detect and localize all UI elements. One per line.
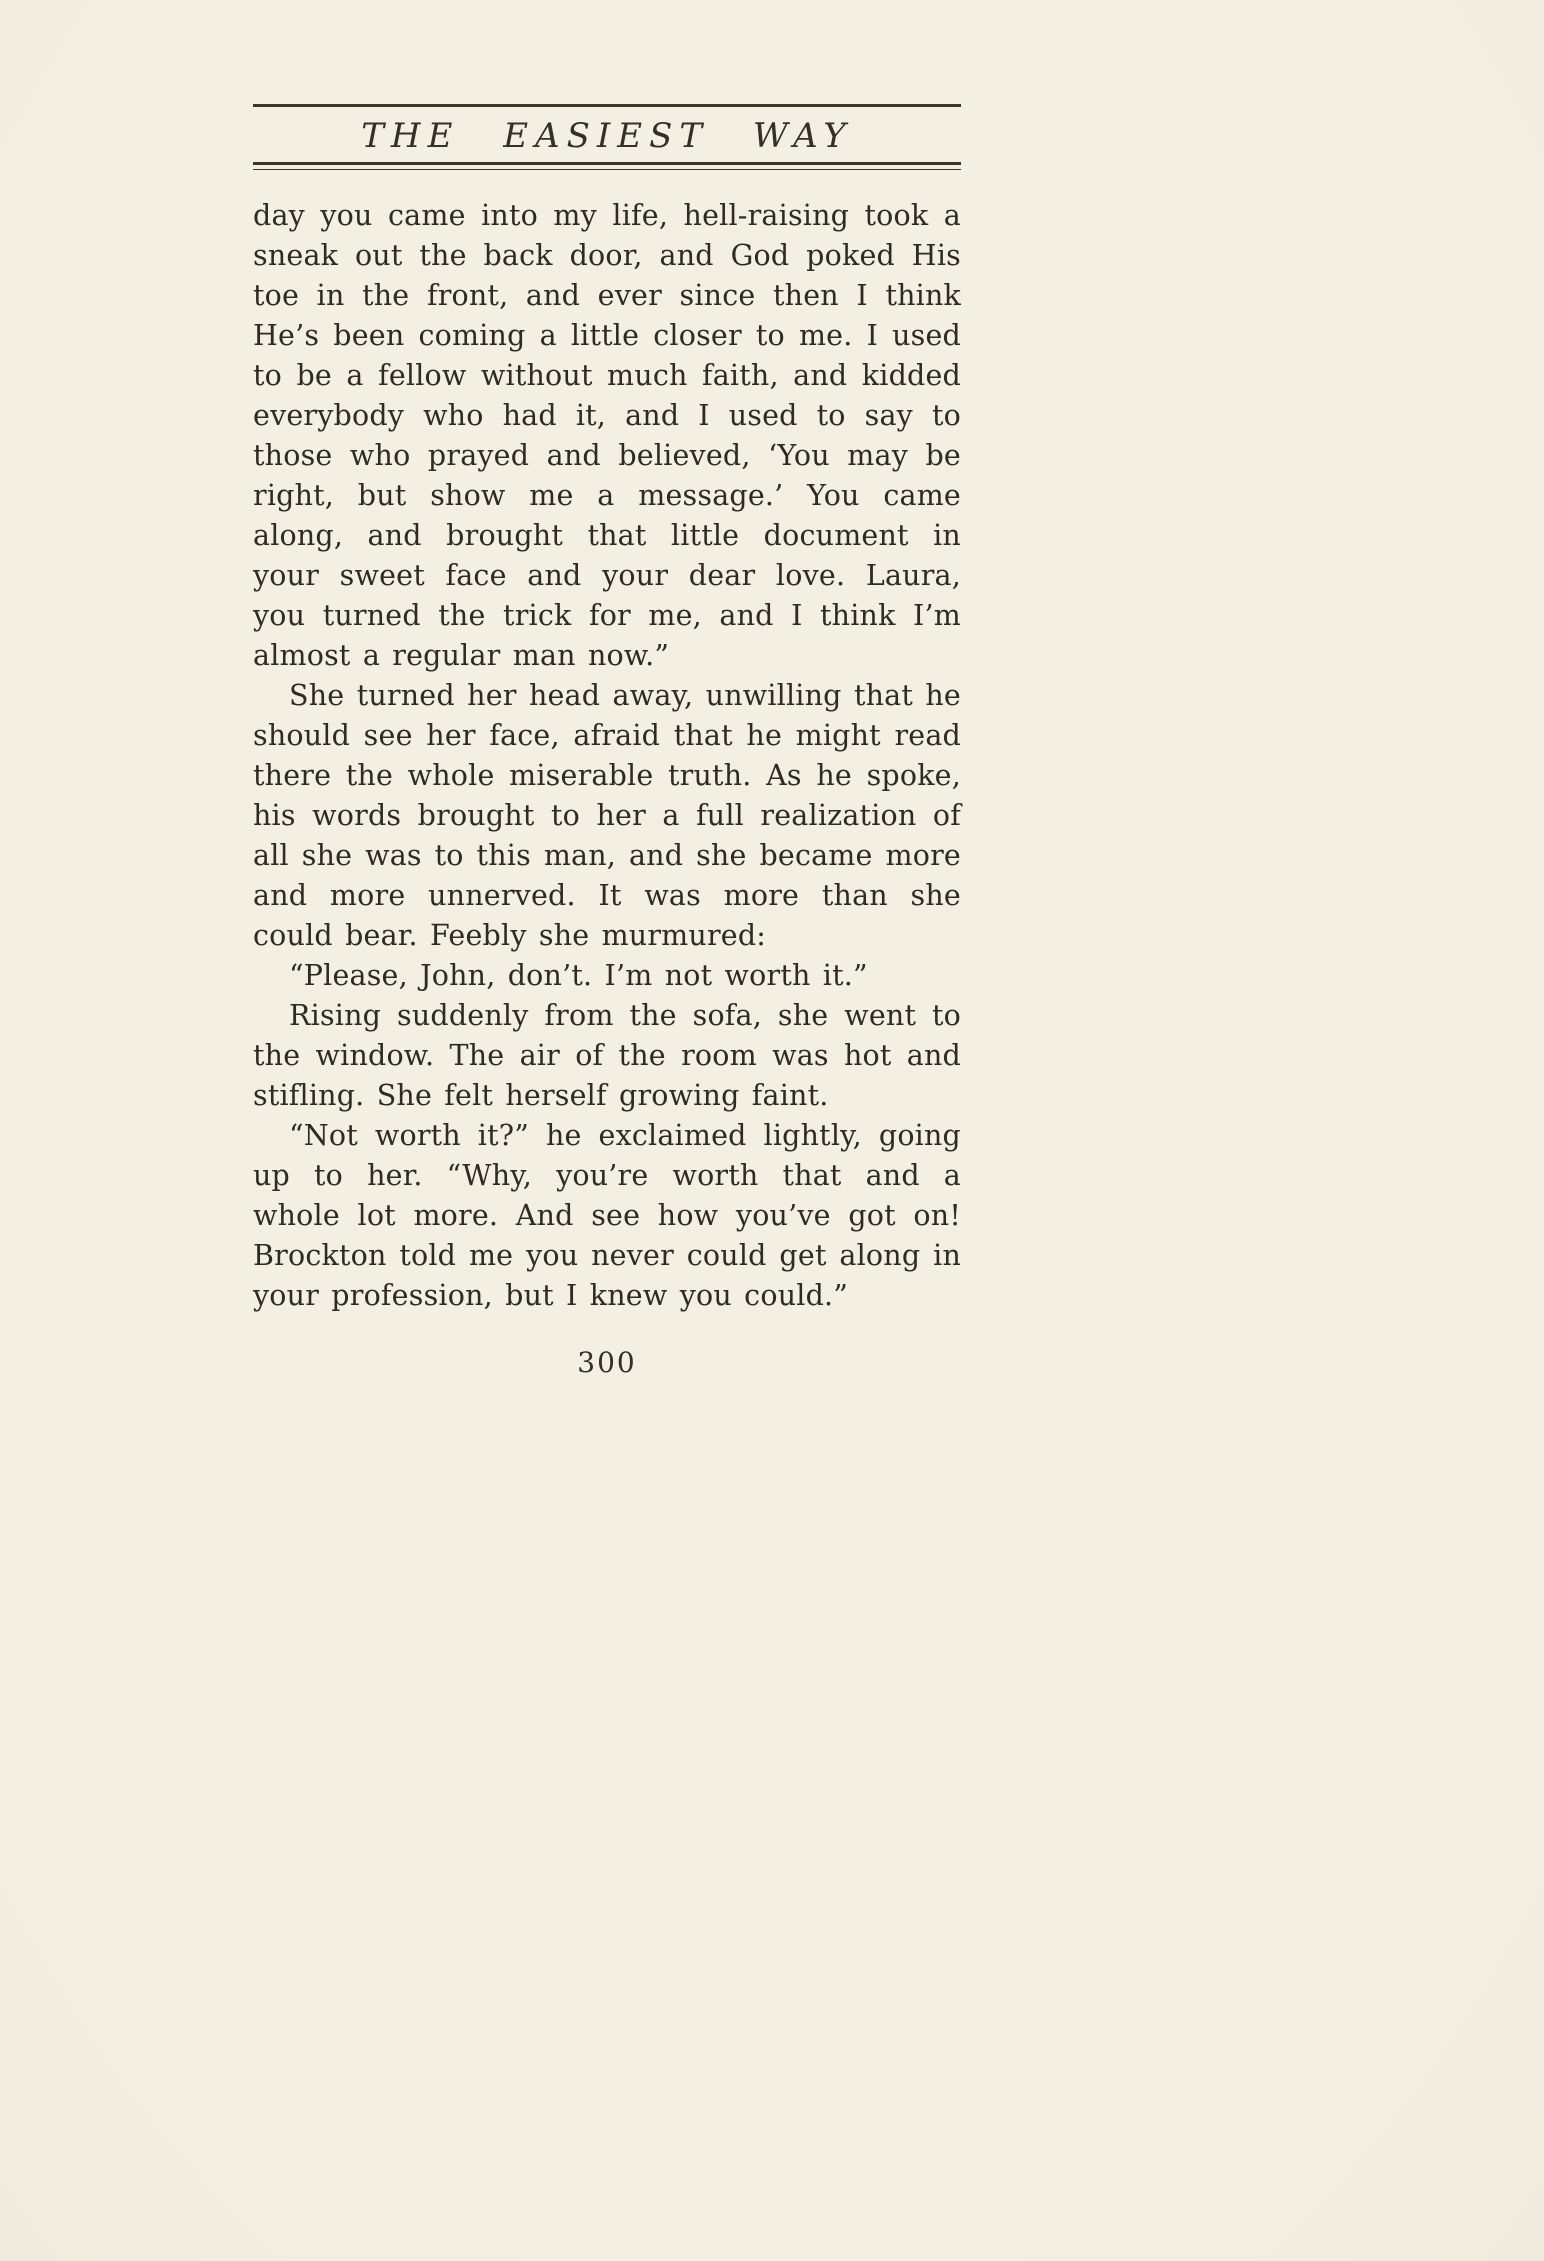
body-text [253,196,961,1316]
header-rule-top [253,104,961,107]
paragraph-dialogue: “Not worth it?” he exclaimed lightly, going up to her. “Why, you’re worth that and a whole lot more. And see how you’ve got on! Brockton told me you never could get along in your profession, but I knew you could.” [253,1119,961,1312]
running-header [253,104,961,170]
page-number: 300 [577,1346,637,1379]
paragraph: Rising suddenly from the sofa, she went to the window. The air of the room was hot and stifling. She felt herself growing faint. [253,999,961,1112]
page-footer [253,1346,961,1379]
paragraph-continuation: day you came into my life, hell-raising took a sneak out the back door, and God poked His toe in the front, and ever since then I think He’s been coming a little closer to me. I used to be a fellow without much faith, and kidded everybody who had it, and I used to say to those who prayed and believed, ‘You may be right, but show me a message.’ You came along, and brought that little document in your sweet face and your dear love. Laura, you turned the trick for me, and I think I’m almost a regular man now.” [253,199,961,672]
header-rule-bottom [253,162,961,170]
text-block [253,104,961,1379]
paragraph: She turned her head away, unwilling that he should see her face, afraid that he might read there the whole miserable truth. As he spoke, his words brought to her a full realization of all she was to this man, and she became more and more unnerved. It was more than she could bear. Feebly she murmured: [253,679,961,952]
page-title: THE EASIEST WAY [361,116,853,156]
paragraph-dialogue: “Please, John, don’t. I’m not worth it.” [289,959,868,992]
